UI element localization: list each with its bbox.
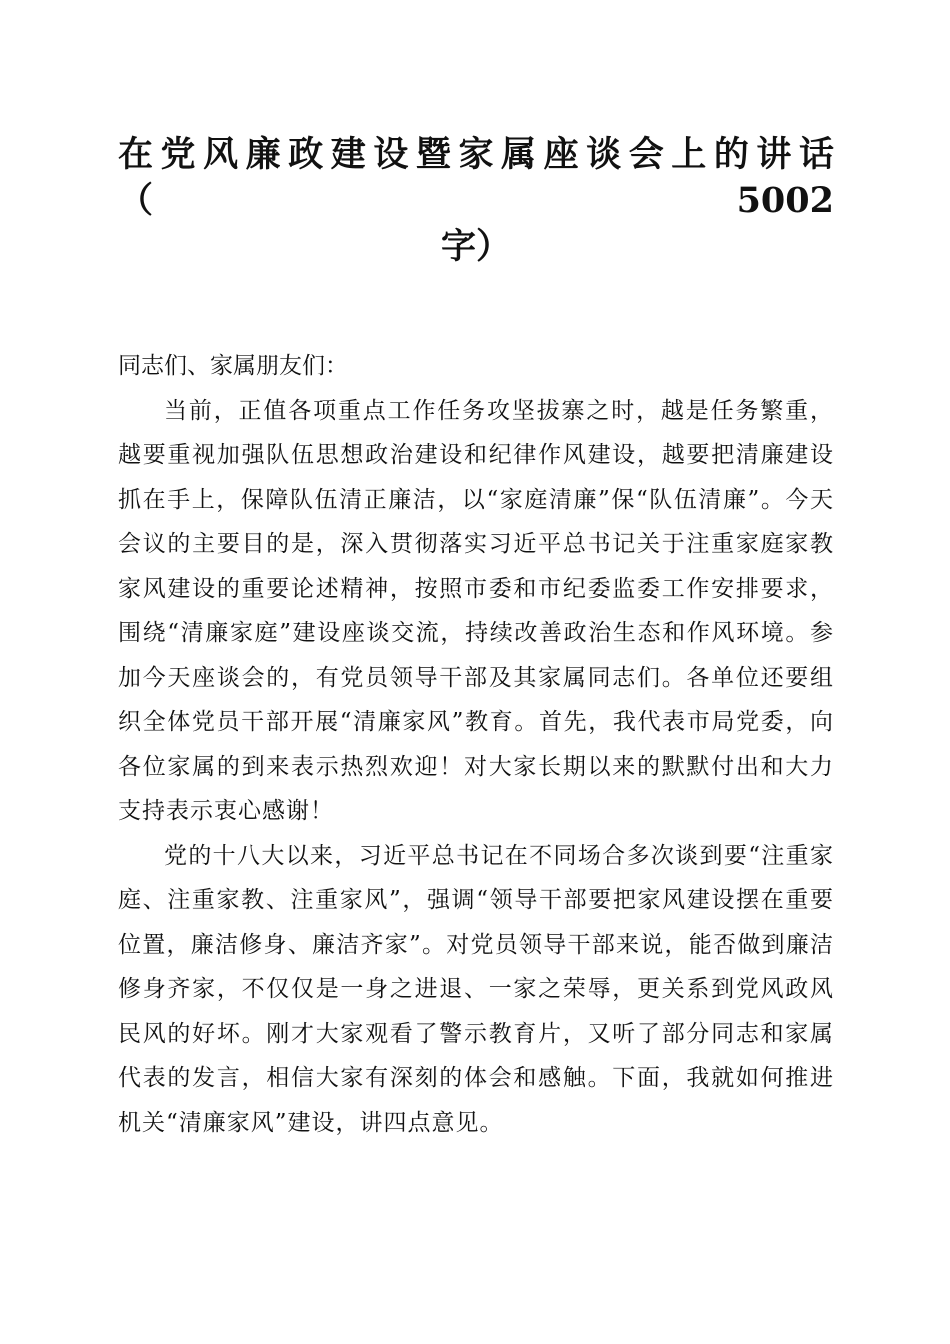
document-title-line1: 在党风廉政建设暨家属座谈会上的讲话（5002 bbox=[118, 134, 834, 221]
document-page bbox=[118, 132, 834, 1145]
document-title bbox=[118, 132, 834, 270]
paragraph-1: 当前，正值各项重点工作任务攻坚拔寨之时，越是任务繁重，越要重视加强队伍思想政治建设和纪律作风建设，越要把清廉建设抓在手上，保障队伍清正廉洁，以“家庭清廉”保“队伍清廉”。今天会议的主要目的是，深入贯彻落实习近平总书记关于注重家庭家教家风建设的重要论述精神，按照市委和市纪委监委工作安排要求，围绕“清廉家庭”建设座谈交流，持续改善政治生态和作风环境。参加今天座谈会的，有党员领导干部及其家属同志们。各单位还要组织全体党员干部开展“清廉家风”教育。首先，我代表市局党委，向各位家属的到来表示热烈欢迎！对大家长期以来的默默付出和大力支持表示衷心感谢！ bbox=[118, 397, 834, 824]
paragraph-2: 党的十八大以来，习近平总书记在不同场合多次谈到要“注重家庭、注重家教、注重家风”，强调“领导干部要把家风建设摆在重要位置，廉洁修身、廉洁齐家”。对党员领导干部来说，能否做到廉洁修身齐家，不仅仅是一身之进退、一家之荣辱，更关系到党风政风民风的好坏。刚才大家观看了警示教育片，又听了部分同志和家属代表的发言，相信大家有深刻的体会和感触。下面，我就如何推进机关“清廉家风”建设，讲四点意见。 bbox=[118, 842, 834, 1136]
document-title-line2: 字） bbox=[440, 226, 511, 267]
document-body bbox=[118, 344, 834, 1145]
salutation: 同志们、家属朋友们： bbox=[118, 353, 348, 379]
